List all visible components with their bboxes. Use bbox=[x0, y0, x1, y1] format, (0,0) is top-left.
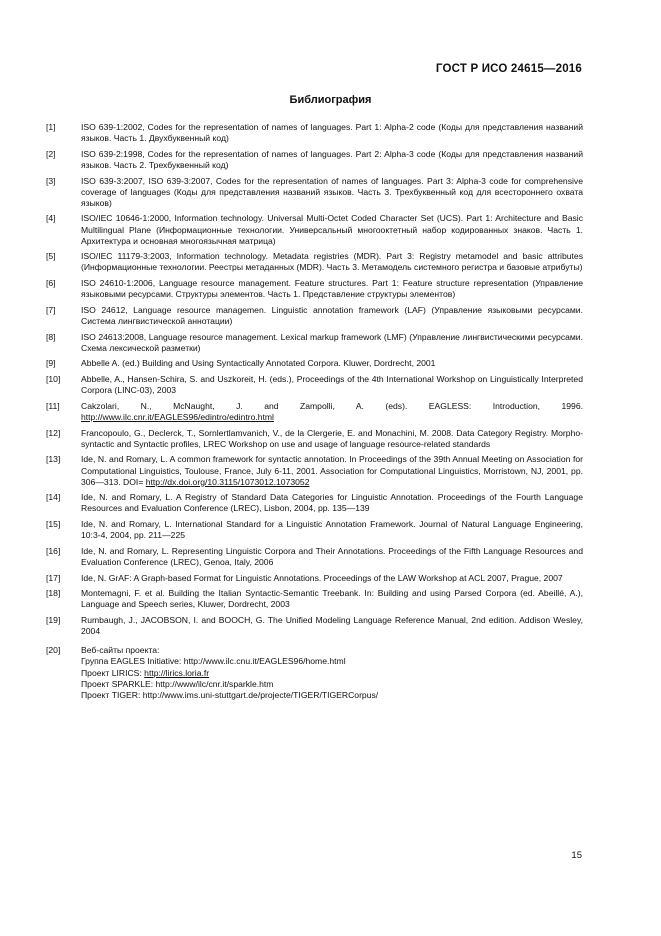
entry-number: [20] bbox=[46, 645, 61, 656]
entry-text: Ide, N. and Romary, L. International Standard for a Linguistic Annotation Framework. Journal of Natural Language Engineering, 10:3-4, 2004, pp. 211—225 bbox=[81, 519, 583, 541]
entry-number: [2] bbox=[46, 148, 56, 159]
bibliography-entry bbox=[46, 573, 583, 584]
website-line: Группа EAGLES Initiative: http://www.ilc.cnu.it/EAGLES96/home.html bbox=[81, 656, 346, 667]
bibliography-entry bbox=[46, 519, 583, 541]
entry-number: [18] bbox=[46, 588, 61, 599]
bibliography-entry-websites bbox=[46, 645, 583, 700]
entry-number: [4] bbox=[46, 213, 56, 224]
bibliography-entry bbox=[46, 492, 583, 514]
entry-text: ISO 24610-1:2006, Language resource management. Feature structures. Part 1: Feature structure representation (Управление языковыми ресурсами. Структуры элементов. Часть 1. Представление структуры элементов) bbox=[81, 278, 583, 300]
bibliography-entry bbox=[46, 149, 583, 171]
entry-text: Ide, N. and Romary, L. A common framework for syntactic annotation. In Proceedings of the 39th Annual Meeting on Association for Computational Linguistics, Toulouse, France, July 6-11, 2001. Association for Computational Linguistics, Morristown, NJ, 2001, pp. 306—313. DOI= http://dx.doi.org/10.3115/1073012.1073052 bbox=[81, 454, 583, 487]
entry-link[interactable]: http://dx.doi.org/10.3115/1073012.1073052 bbox=[145, 476, 310, 487]
entry-link[interactable]: http://www.ilc.cnr.it/EAGLES96/edintro/edintro.html bbox=[81, 412, 274, 422]
entry-number: [12] bbox=[46, 427, 61, 438]
entry-number: [10] bbox=[46, 374, 61, 385]
bibliography-entry bbox=[46, 374, 583, 396]
entry-number: [14] bbox=[46, 492, 61, 503]
entry-number: [8] bbox=[46, 331, 56, 342]
bibliography-entry bbox=[46, 588, 583, 610]
bibliography-entry bbox=[46, 251, 583, 273]
entry-number: [1] bbox=[46, 122, 56, 132]
entry-text: Francopoulo, G., Declerck, T., Sornlertlamvanich, V., de la Clergerie, E. and Monachini, M. 2008. Data Category Registry. Morpho-syntactic and Syntactic profiles, LREC Workshop on use and usage of language resource-related standards bbox=[81, 427, 583, 449]
bibliography-entry bbox=[46, 332, 583, 354]
bibliography-entry bbox=[46, 428, 583, 450]
entry-text: Rumbaugh, J., JACOBSON, I. and BOOCH, G. The Unified Modeling Language Reference Manual, 2nd edition. Addison Wesley, 2004 bbox=[81, 615, 583, 637]
bibliography-entry bbox=[46, 358, 583, 369]
entry-text: ISO 24612, Language resource managemen. Linguistic annotation framework (LAF) (Управление языковыми ресурсами. Система лингвистической аннотации) bbox=[81, 304, 583, 326]
entry-text: ISO 24613:2008, Language resource management. Lexical markup framework (LMF) (Управление лингвистическими ресурсами. Схема лексической разметки) bbox=[81, 331, 583, 353]
bibliography-entry bbox=[46, 454, 583, 487]
entry-number: [17] bbox=[46, 572, 61, 583]
bibliography-entry bbox=[46, 615, 583, 637]
bibliography-entry bbox=[46, 305, 583, 327]
page-number: 15 bbox=[571, 850, 582, 861]
entry-text: ISO/IEC 10646-1:2000, Information technology. Universal Multi-Octet Coded Character Set (UCS). Part 1: Architecture and Basic Multilingual Plane (Информационные технологии. Универсальный многооктетный набор кодированных знаков. Часть 1. Архитектура и основная многоязычная матрица) bbox=[81, 213, 583, 246]
entry-text: Abbelle, A., Hansen-Schira, S. and Uszkoreit, H. (eds.), Proceedings of the 4th International Workshop on Linguistically Interpreted Corpora (LINC-03), 2003 bbox=[81, 374, 583, 396]
bibliography-list bbox=[46, 122, 583, 705]
entry-number: [11] bbox=[46, 400, 60, 411]
entry-text: Cakzolari, N., McNaught, J. and Zampolli, A. (eds). EAGLESS: Introduction, 1996. http://www.ilc.cnr.it/EAGLES96/edintro/edintro.html bbox=[81, 400, 583, 422]
entry-text bbox=[81, 645, 583, 700]
bibliography-entry bbox=[46, 122, 583, 144]
entry-text: Abbelle A. (ed.) Building and Using Syntactically Annotated Corpora. Kluwer, Dordrecht, 2001 bbox=[81, 358, 436, 369]
bibliography-entry bbox=[46, 546, 583, 568]
entry-number: [6] bbox=[46, 278, 56, 289]
lirics-link[interactable]: http://lirics.loria.fr bbox=[144, 667, 210, 678]
website-line: Проект SPARKLE: http://www/ilc/cnr.it/sparkle.htm bbox=[81, 678, 274, 689]
bibliography-entry bbox=[46, 176, 583, 209]
entry-text: ISO/IEC 11179-3:2003, Information technology. Metadata registries (MDR). Part 3: Registry metamodel and basic attributes (Информационные технологии. Реестры метаданных (MDR). Часть 3. Метамодель системного регистра и базовые атрибуты) bbox=[81, 251, 583, 273]
entry-text: Montemagni, F. et al. Building the Italian Syntactic-Semantic Treebank. In: Building and using Parsed Corpora (ed. Abeillé, A.), Language and Speech series, Kluwer, Dordrecht, 2003 bbox=[81, 588, 583, 610]
entry-text: ISO 639-3:2007, ISO 639-3:2007, Codes for the representation of names of languages. Part 3: Alpha-3 code for comprehensive coverage of languages (Коды для представления названий языков. Часть 3. Трехбуквенный код для всестороннего охвата языков) bbox=[81, 175, 583, 208]
websites-heading: Веб-сайты проекта: bbox=[81, 645, 160, 656]
website-line: Проект TIGER: http://www.ims.uni-stuttgart.de/projecte/TIGER/TIGERCorpus/ bbox=[81, 689, 379, 700]
page-title: Библиография bbox=[289, 94, 372, 106]
entry-number: [19] bbox=[46, 615, 61, 626]
document-header: ГОСТ Р ИСО 24615—2016 bbox=[435, 63, 582, 75]
entry-number: [16] bbox=[46, 545, 61, 556]
entry-number: [13] bbox=[46, 454, 61, 465]
website-line: Проект LIRICS: http://lirics.loria.fr bbox=[81, 667, 210, 678]
entry-text: Ide, N. and Romary, L. Representing Linguistic Corpora and Their Annotations. Proceedings of the Fifth Language Resources and Evaluation Conference (LREC), Genoa, Italy, 2006 bbox=[81, 545, 583, 567]
bibliography-entry bbox=[46, 213, 583, 246]
entry-number: [15] bbox=[46, 519, 61, 530]
bibliography-entry bbox=[46, 278, 583, 300]
entry-number: [5] bbox=[46, 251, 56, 262]
entry-number: [9] bbox=[46, 358, 56, 369]
bibliography-entry bbox=[46, 401, 583, 423]
entry-text: ISO 639-2:1998, Codes for the representation of names of languages. Part 2: Alpha-3 code (Коды для представления названий языков. Часть 2. Трехбуквенный код) bbox=[81, 148, 583, 170]
entry-text: Ide, N. and Romary, L. A Registry of Standard Data Categories for Linguistic Annotation. Proceedings of the Fourth Language Resources and Evaluation Conference (LREC), Lisbon, 2004, pp. 135—139 bbox=[81, 492, 583, 514]
entry-number: [7] bbox=[46, 304, 56, 315]
entry-text: Ide, N. GrAF: A Graph-based Format for Linguistic Annotations. Proceedings of the LAW Workshop at ACL 2007, Prague, 2007 bbox=[81, 572, 563, 583]
entry-number: [3] bbox=[46, 175, 56, 186]
entry-text: ISO 639-1:2002, Codes for the representation of names of languages. Part 1: Alpha-2 code (Коды для представления названий языков. Часть 1. Двухбуквенный код) bbox=[81, 122, 583, 144]
